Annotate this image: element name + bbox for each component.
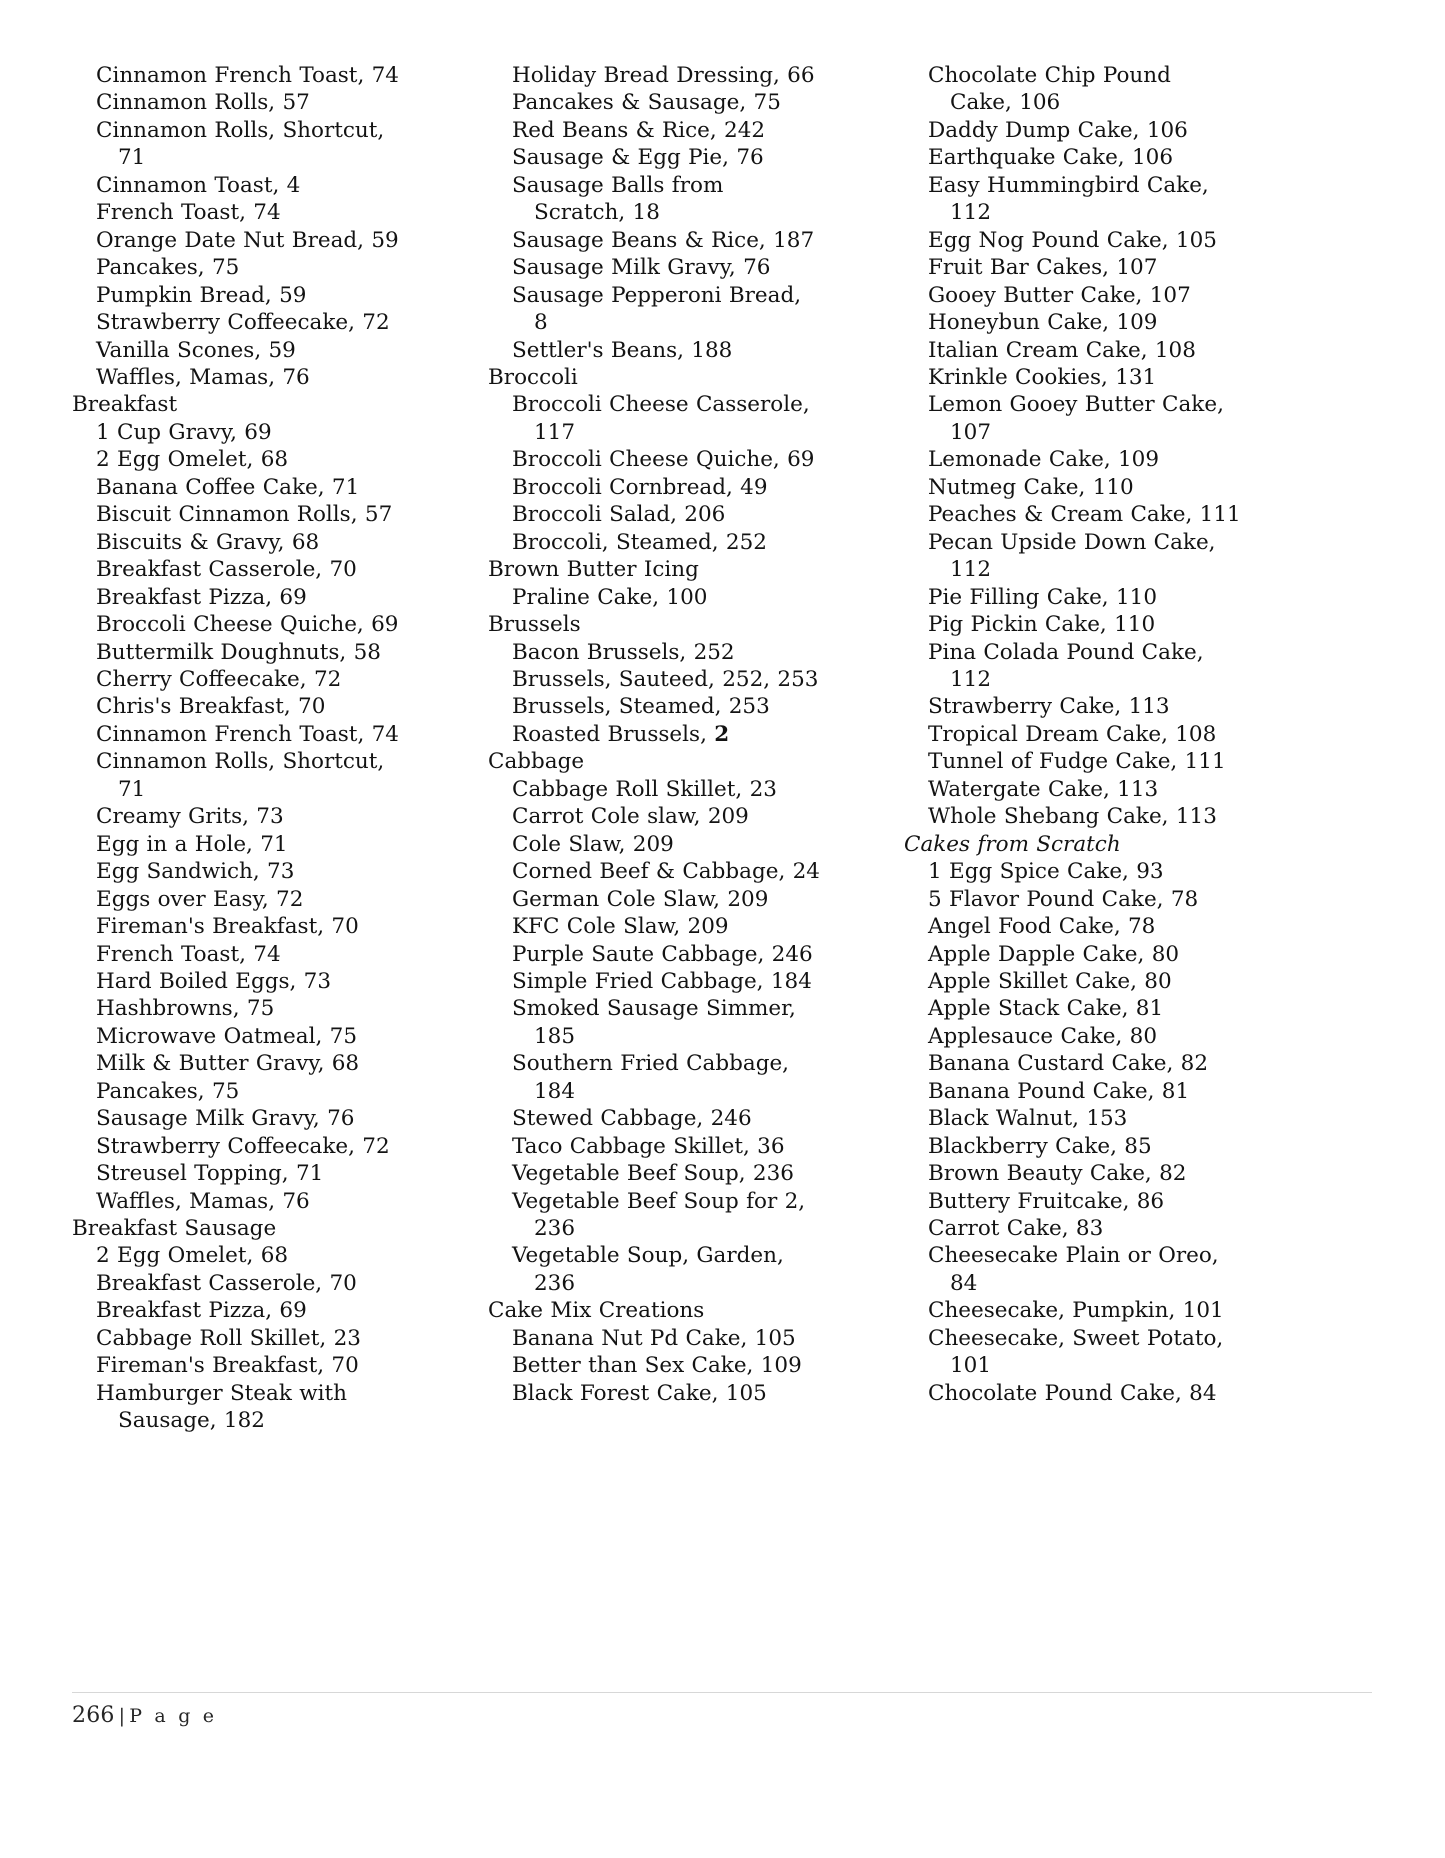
entry-text: 1 Egg Spice Cake, 93 (928, 859, 1164, 885)
entry-text: Broccoli Cheese Quiche, 69 (512, 447, 815, 473)
entry-text: Vegetable Beef Soup for 2, (512, 1188, 806, 1214)
entry-continuation: 112 (950, 666, 992, 692)
entry-text: Sausage Beans & Rice, 187 (512, 227, 815, 253)
index-subentry (72, 474, 468, 501)
index-heading (904, 831, 1300, 858)
index-subentry (488, 282, 884, 337)
index-columns-container (72, 62, 1372, 1435)
entry-text: Praline Cake, 100 (512, 584, 708, 610)
entry-text: Pig Pickin Cake, 110 (928, 612, 1156, 638)
entry-text: Cabbage Roll Skillet, 23 (512, 776, 777, 802)
index-subentry (904, 1325, 1300, 1380)
entry-text: Strawberry Coffeecake, 72 (96, 1133, 390, 1159)
entry-text: Sausage Balls from (512, 172, 724, 198)
index-subentry (904, 1215, 1300, 1242)
index-subentry (488, 1133, 884, 1160)
index-subentry (72, 1352, 468, 1379)
index-subentry (72, 639, 468, 666)
index-subentry (72, 584, 468, 611)
index-subentry (488, 529, 884, 556)
entry-continuation: Cake, 106 (950, 90, 1061, 116)
index-subentry (72, 831, 468, 858)
entry-text: Whole Shebang Cake, 113 (928, 804, 1217, 830)
entry-text: Cinnamon Rolls, 57 (96, 90, 310, 116)
entry-text: Brussels, Steamed, 253 (512, 694, 770, 720)
index-subentry (72, 199, 468, 226)
index-subentry (488, 1050, 884, 1105)
index-subentry (72, 556, 468, 583)
entry-text: Cakes from Scratch (904, 831, 1121, 857)
index-subentry (904, 117, 1300, 144)
entry-text: Honeybun Cake, 109 (928, 310, 1158, 336)
footer-page-number: 266 (72, 1703, 115, 1728)
entry-text: Stewed Cabbage, 246 (512, 1106, 752, 1132)
index-subentry (488, 803, 884, 830)
index-subentry (488, 254, 884, 281)
index-subentry (904, 1297, 1300, 1324)
entry-text: Fireman's Breakfast, 70 (96, 1353, 359, 1379)
entry-continuation: 112 (950, 557, 992, 583)
index-subentry (72, 227, 468, 254)
index-subentry (904, 1050, 1300, 1077)
index-subentry (72, 282, 468, 309)
entry-text: Eggs over Easy, 72 (96, 886, 304, 912)
entry-text: Breakfast Pizza, 69 (96, 1298, 307, 1324)
entry-continuation: 112 (950, 200, 992, 226)
entry-text: Cheesecake Plain or Oreo, (928, 1243, 1219, 1269)
index-subentry (72, 1188, 468, 1215)
entry-text: Apple Stack Cake, 81 (928, 996, 1164, 1022)
index-subentry (904, 501, 1300, 528)
index-subentry (72, 1160, 468, 1187)
entry-text: Strawberry Cake, 113 (928, 694, 1170, 720)
column-3 (904, 62, 1300, 1407)
entry-text: French Toast, 74 (96, 941, 281, 967)
index-subentry (72, 1297, 468, 1324)
entry-text: Pina Colada Pound Cake, (928, 639, 1204, 665)
index-subentry (72, 419, 468, 446)
column-1 (72, 62, 468, 1435)
index-subentry (904, 391, 1300, 446)
entry-text: Breakfast Casserole, 70 (96, 1270, 357, 1296)
entry-text: Watergate Cake, 113 (928, 776, 1159, 802)
entry-text: KFC Cole Slaw, 209 (512, 914, 729, 940)
index-subentry (904, 1133, 1300, 1160)
entry-text: Fireman's Breakfast, 70 (96, 914, 359, 940)
entry-text: Banana Coffee Cake, 71 (96, 474, 360, 500)
index-subentry (904, 803, 1300, 830)
index-subentry (72, 172, 468, 199)
entry-text: Sausage & Egg Pie, 76 (512, 145, 764, 171)
entry-continuation: 117 (534, 419, 576, 445)
entry-text: Cinnamon French Toast, 74 (96, 721, 399, 747)
index-subentry (904, 913, 1300, 940)
entry-text: 2 Egg Omelet, 68 (96, 1243, 289, 1269)
entry-text: Easy Hummingbird Cake, (928, 172, 1209, 198)
entry-continuation: 184 (534, 1078, 576, 1104)
index-subentry (904, 886, 1300, 913)
entry-text: Tropical Dream Cake, 108 (928, 721, 1217, 747)
index-subentry (72, 1270, 468, 1297)
index-subentry (488, 831, 884, 858)
index-subentry (904, 309, 1300, 336)
index-subentry (488, 693, 884, 720)
entry-text: Blackberry Cake, 85 (928, 1133, 1152, 1159)
entry-text: Egg in a Hole, 71 (96, 831, 288, 857)
index-subentry (904, 639, 1300, 694)
entry-text: Hard Boiled Eggs, 73 (96, 968, 332, 994)
entry-text: Cinnamon Rolls, Shortcut, (96, 749, 385, 775)
entry-text: Sausage Pepperoni Bread, (512, 282, 802, 308)
index-subentry (72, 611, 468, 638)
index-subentry (72, 62, 468, 89)
index-subentry (488, 913, 884, 940)
index-subentry (488, 446, 884, 473)
index-subentry (488, 1160, 884, 1187)
entry-text: Settler's Beans, 188 (512, 337, 733, 363)
entry-text: Tunnel of Fudge Cake, 111 (928, 749, 1226, 775)
entry-continuation: 236 (534, 1270, 576, 1296)
entry-text: Broccoli Cornbread, 49 (512, 474, 768, 500)
index-subentry (904, 968, 1300, 995)
entry-text: Gooey Butter Cake, 107 (928, 282, 1191, 308)
index-subentry (904, 474, 1300, 501)
entry-text: Brown Beauty Cake, 82 (928, 1161, 1187, 1187)
entry-text: Lemon Gooey Butter Cake, (928, 392, 1224, 418)
index-subentry (904, 721, 1300, 748)
entry-text: Pie Filling Cake, 110 (928, 584, 1157, 610)
entry-text: Daddy Dump Cake, 106 (928, 117, 1188, 143)
index-subentry (904, 995, 1300, 1022)
entry-continuation: Sausage, 182 (118, 1408, 265, 1434)
column-2 (488, 62, 884, 1407)
index-subentry (72, 364, 468, 391)
entry-text: Breakfast (72, 392, 178, 418)
entry-continuation: 8 (534, 310, 548, 336)
index-subentry (488, 666, 884, 693)
index-subentry (904, 446, 1300, 473)
index-subentry (72, 254, 468, 281)
entry-text: Breakfast Sausage (72, 1216, 277, 1242)
entry-text: Broccoli (488, 364, 578, 390)
entry-text: Biscuit Cinnamon Rolls, 57 (96, 502, 393, 528)
index-subentry (904, 62, 1300, 117)
entry-text: Southern Fried Cabbage, (512, 1051, 790, 1077)
index-subentry (904, 584, 1300, 611)
index-subentry (904, 1242, 1300, 1297)
index-subentry (488, 1242, 884, 1297)
entry-text: Breakfast Pizza, 69 (96, 584, 307, 610)
entry-continuation: Scratch, 18 (534, 200, 660, 226)
entry-text: Creamy Grits, 73 (96, 804, 284, 830)
entry-text: Banana Nut Pd Cake, 105 (512, 1325, 796, 1351)
index-subentry (488, 391, 884, 446)
entry-text: Simple Fried Cabbage, 184 (512, 968, 812, 994)
index-subentry (904, 776, 1300, 803)
entry-page-ref-bold: 2 (714, 721, 730, 747)
index-subentry (72, 1023, 468, 1050)
index-heading (72, 1215, 468, 1242)
index-subentry (488, 776, 884, 803)
entry-text: Angel Food Cake, 78 (928, 914, 1156, 940)
entry-text: 2 Egg Omelet, 68 (96, 447, 289, 473)
entry-text: Waffles, Mamas, 76 (96, 364, 310, 390)
index-subentry (904, 172, 1300, 227)
entry-text: Cheesecake, Sweet Potato, (928, 1325, 1224, 1351)
entry-text: Streusel Topping, 71 (96, 1161, 324, 1187)
entry-text: Cake Mix Creations (488, 1298, 705, 1324)
entry-text: Hashbrowns, 75 (96, 996, 275, 1022)
entry-text: Earthquake Cake, 106 (928, 145, 1174, 171)
index-heading (72, 391, 468, 418)
entry-continuation: 71 (118, 776, 146, 802)
index-subentry (904, 1160, 1300, 1187)
entry-text: Sausage Milk Gravy, 76 (512, 255, 771, 281)
entry-continuation: 101 (950, 1353, 992, 1379)
index-subentry (72, 968, 468, 995)
entry-text: Broccoli Cheese Casserole, (512, 392, 810, 418)
index-subentry (488, 968, 884, 995)
entry-text: Hamburger Steak with (96, 1380, 347, 1406)
index-subentry (488, 227, 884, 254)
entry-text: Cinnamon French Toast, 74 (96, 63, 399, 88)
entry-text: French Toast, 74 (96, 200, 281, 226)
entry-continuation: 185 (534, 1023, 576, 1049)
index-subentry (72, 309, 468, 336)
index-subentry (72, 446, 468, 473)
entry-text: Microwave Oatmeal, 75 (96, 1023, 357, 1049)
index-subentry (72, 1325, 468, 1352)
entry-text: Applesauce Cake, 80 (928, 1023, 1157, 1049)
entry-text: Chris's Breakfast, 70 (96, 694, 326, 720)
entry-text: Pancakes & Sausage, 75 (512, 90, 781, 116)
index-heading (488, 1297, 884, 1324)
index-subentry (72, 1242, 468, 1269)
index-subentry (488, 1352, 884, 1379)
index-subentry (72, 886, 468, 913)
index-subentry (72, 1133, 468, 1160)
entry-text: Purple Saute Cabbage, 246 (512, 941, 813, 967)
entry-text: Pumpkin Bread, 59 (96, 282, 307, 308)
entry-text: Sausage Milk Gravy, 76 (96, 1106, 355, 1132)
entry-text: Cherry Coffeecake, 72 (96, 666, 342, 692)
entry-text: Black Walnut, 153 (928, 1106, 1128, 1132)
entry-text: Vanilla Scones, 59 (96, 337, 296, 363)
entry-text: Corned Beef & Cabbage, 24 (512, 859, 820, 885)
index-subentry (72, 529, 468, 556)
index-subentry (904, 254, 1300, 281)
index-heading (488, 556, 884, 583)
entry-continuation: 84 (950, 1270, 978, 1296)
entry-text: Banana Pound Cake, 81 (928, 1078, 1190, 1104)
entry-text: Italian Cream Cake, 108 (928, 337, 1196, 363)
index-subentry (72, 1050, 468, 1077)
index-subentry (72, 941, 468, 968)
entry-text: Apple Skillet Cake, 80 (928, 968, 1172, 994)
entry-text: Pancakes, 75 (96, 1078, 240, 1104)
entry-continuation: 71 (118, 145, 146, 171)
index-subentry (488, 639, 884, 666)
index-subentry (488, 89, 884, 116)
entry-text: Milk & Butter Gravy, 68 (96, 1051, 360, 1077)
entry-text: Buttermilk Doughnuts, 58 (96, 639, 381, 665)
index-subentry (904, 144, 1300, 171)
entry-text: Carrot Cole slaw, 209 (512, 804, 749, 830)
index-subentry (904, 858, 1300, 885)
index-subentry (72, 117, 468, 172)
index-subentry (72, 721, 468, 748)
index-subentry (72, 803, 468, 830)
entry-text: Fruit Bar Cakes, 107 (928, 255, 1158, 281)
footer-text-line (72, 1703, 1372, 1728)
page-footer (72, 1692, 1372, 1728)
index-subentry (488, 721, 884, 748)
entry-text: Biscuits & Gravy, 68 (96, 529, 320, 555)
index-subentry (72, 693, 468, 720)
entry-continuation: 107 (950, 419, 992, 445)
entry-text: Egg Nog Pound Cake, 105 (928, 227, 1217, 253)
index-subentry (72, 748, 468, 803)
index-heading (488, 611, 884, 638)
entry-text: Pancakes, 75 (96, 255, 240, 281)
entry-text: Vegetable Beef Soup, 236 (512, 1161, 794, 1187)
index-subentry (72, 666, 468, 693)
index-subentry (904, 529, 1300, 584)
index-subentry (488, 117, 884, 144)
entry-text: Smoked Sausage Simmer, (512, 996, 796, 1022)
index-subentry (488, 144, 884, 171)
entry-text: Peaches & Cream Cake, 111 (928, 502, 1241, 528)
entry-text: Broccoli, Steamed, 252 (512, 529, 767, 555)
entry-text: Egg Sandwich, 73 (96, 859, 295, 885)
entry-text: Apple Dapple Cake, 80 (928, 941, 1180, 967)
entry-text: Vegetable Soup, Garden, (512, 1243, 784, 1269)
entry-text: Cole Slaw, 209 (512, 831, 674, 857)
entry-text: Cabbage (488, 749, 585, 775)
entry-text: Broccoli Salad, 206 (512, 502, 726, 528)
index-subentry (72, 1078, 468, 1105)
entry-text: Nutmeg Cake, 110 (928, 474, 1134, 500)
entry-text: Banana Custard Cake, 82 (928, 1051, 1208, 1077)
entry-text: Brussels, Sauteed, 252, 253 (512, 666, 819, 692)
index-subentry (904, 1023, 1300, 1050)
index-subentry (72, 913, 468, 940)
entry-text: Taco Cabbage Skillet, 36 (512, 1133, 785, 1159)
index-subentry (488, 474, 884, 501)
entry-text: Chocolate Pound Cake, 84 (928, 1380, 1217, 1406)
entry-text: Roasted Brussels, (512, 721, 715, 747)
entry-text: Pecan Upside Down Cake, (928, 529, 1216, 555)
entry-text: Breakfast Casserole, 70 (96, 557, 357, 583)
footer-divider (72, 1692, 1372, 1693)
index-heading (488, 364, 884, 391)
index-subentry (488, 1380, 884, 1407)
entry-continuation: 236 (534, 1216, 576, 1242)
index-subentry (488, 1105, 884, 1132)
entry-text: Waffles, Mamas, 76 (96, 1188, 310, 1214)
index-subentry (488, 995, 884, 1050)
index-subentry (488, 941, 884, 968)
index-subentry (904, 941, 1300, 968)
index-subentry (72, 1105, 468, 1132)
entry-text: Brussels (488, 612, 581, 638)
entry-text: 1 Cup Gravy, 69 (96, 419, 272, 445)
index-subentry (904, 611, 1300, 638)
entry-text: Cheesecake, Pumpkin, 101 (928, 1298, 1224, 1324)
entry-text: 5 Flavor Pound Cake, 78 (928, 886, 1199, 912)
entry-text: Black Forest Cake, 105 (512, 1380, 767, 1406)
index-subentry (72, 89, 468, 116)
index-subentry (488, 858, 884, 885)
index-subentry (904, 693, 1300, 720)
index-subentry (904, 364, 1300, 391)
entry-text: Broccoli Cheese Quiche, 69 (96, 612, 399, 638)
index-subentry (904, 1380, 1300, 1407)
entry-text: Red Beans & Rice, 242 (512, 117, 766, 143)
footer-separator: | (118, 1705, 126, 1727)
entry-text: Carrot Cake, 83 (928, 1216, 1104, 1242)
index-subentry (488, 337, 884, 364)
entry-text: Brown Butter Icing (488, 557, 699, 583)
index-subentry (488, 172, 884, 227)
index-subentry (72, 501, 468, 528)
index-subentry (72, 995, 468, 1022)
index-subentry (72, 337, 468, 364)
index-subentry (904, 227, 1300, 254)
index-subentry (488, 62, 884, 89)
index-heading (488, 748, 884, 775)
footer-page-word: P a g e (129, 1705, 218, 1727)
entry-text: Bacon Brussels, 252 (512, 639, 735, 665)
entry-text: Holiday Bread Dressing, 66 (512, 63, 815, 88)
index-subentry (72, 858, 468, 885)
index-subentry (488, 886, 884, 913)
index-subentry (488, 501, 884, 528)
entry-text: Lemonade Cake, 109 (928, 447, 1160, 473)
index-subentry (488, 1325, 884, 1352)
entry-text: Buttery Fruitcake, 86 (928, 1188, 1165, 1214)
entry-text: Cabbage Roll Skillet, 23 (96, 1325, 361, 1351)
entry-text: Orange Date Nut Bread, 59 (96, 227, 399, 253)
entry-text: Cinnamon Rolls, Shortcut, (96, 117, 385, 143)
index-subentry (904, 1188, 1300, 1215)
index-subentry (488, 584, 884, 611)
entry-text: Cinnamon Toast, 4 (96, 172, 301, 198)
entry-text: German Cole Slaw, 209 (512, 886, 769, 912)
index-subentry (904, 1078, 1300, 1105)
entry-text: Chocolate Chip Pound (928, 63, 1171, 88)
index-subentry (904, 1105, 1300, 1132)
index-subentry (904, 282, 1300, 309)
index-subentry (72, 1380, 468, 1435)
entry-text: Strawberry Coffeecake, 72 (96, 310, 390, 336)
index-subentry (904, 748, 1300, 775)
entry-text: Krinkle Cookies, 131 (928, 364, 1157, 390)
index-subentry (904, 337, 1300, 364)
index-subentry (488, 1188, 884, 1243)
entry-text: Better than Sex Cake, 109 (512, 1353, 802, 1379)
